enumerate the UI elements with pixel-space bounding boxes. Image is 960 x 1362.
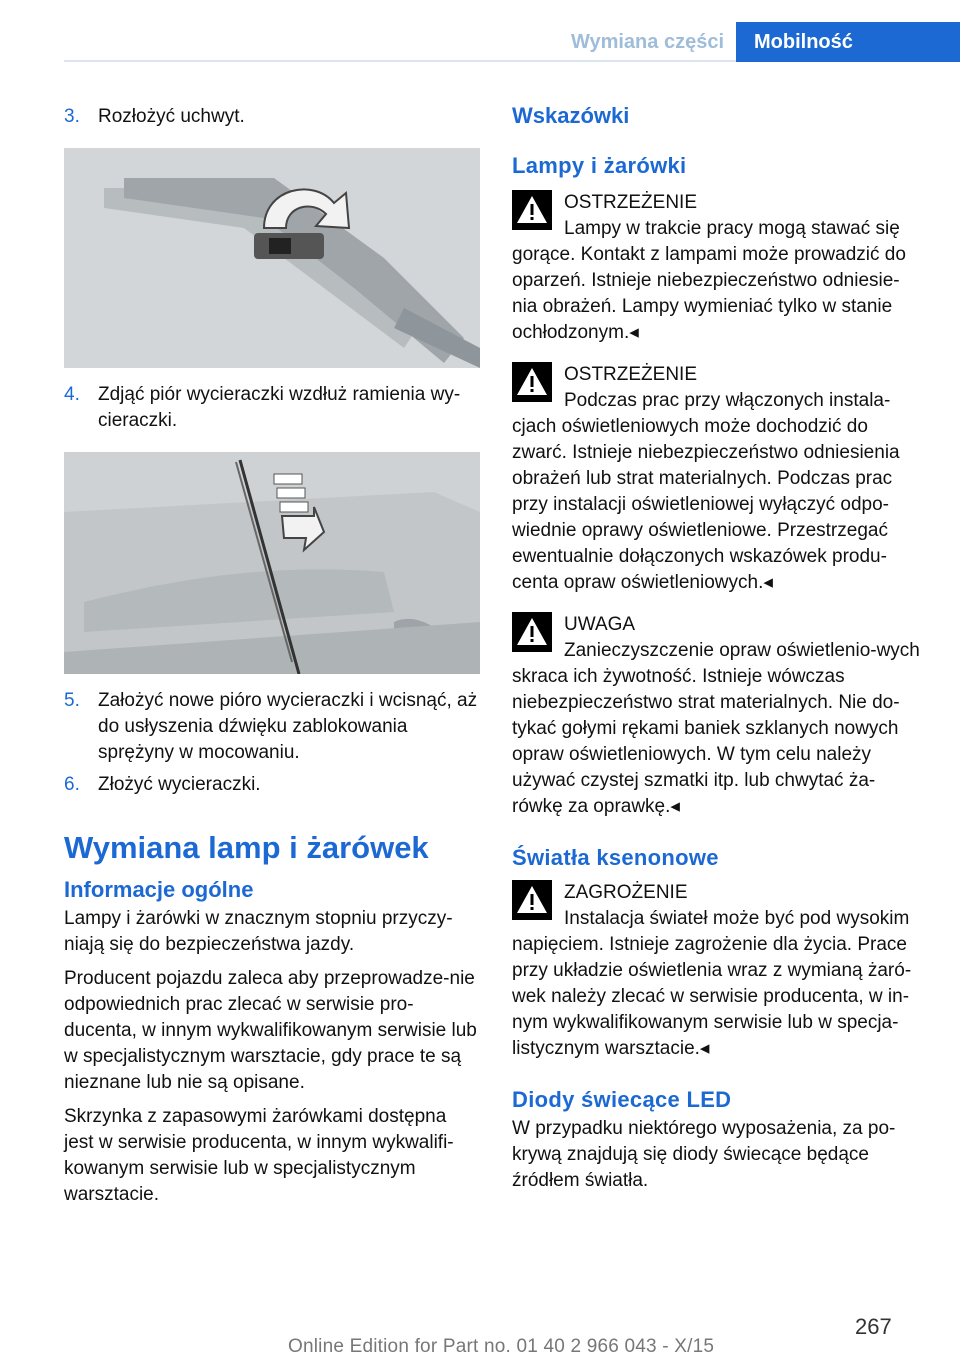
step-text: Złożyć wycieraczki. [98, 774, 261, 795]
step-text: Rozłożyć uchwyt. [98, 106, 245, 127]
step-4 [64, 382, 480, 434]
warning-block [512, 190, 924, 346]
subsection-heading: Światła ksenonowe [512, 845, 719, 870]
windshield-wiper-illustration [64, 452, 480, 674]
warning-text: Podczas prac przy włączonych instala-cjach oświetleniowych może dochodzić do zwarć. Istnieje niebezpieczeństwo odniesienia obrażeń lub strat materialnych. Podczas prac przy instalacji oświetleniowej wyłączyć odpo-wiednie oprawy oświetleniowe. Przestrzegać ewentualnie dołączonych wskazówek produ-centa opraw oświetleniowych.◂ [512, 390, 900, 593]
paragraph: W przypadku niektórego wyposażenia, za po-krywą znajdują się diody świecące będące źródłem światła. [512, 1118, 896, 1191]
paragraph: Lampy i żarówki w znacznym stopniu przyczy-niają się do bezpieczeństwa jazdy. [64, 908, 453, 955]
caution-label: UWAGA [564, 614, 636, 635]
danger-label: ZAGROŻENIE [564, 882, 688, 903]
subsection-heading: Informacje ogólne [64, 877, 254, 902]
right-column [512, 100, 924, 1194]
page-header [0, 0, 960, 62]
step-text: Założyć nowe pióro wycieraczki i wcisnąć, aż do usłyszenia dźwięku zablokowania sprężyny w mocowaniu. [98, 690, 478, 763]
danger-triangle-icon [512, 880, 552, 920]
header-section-title: Wymiana części [570, 31, 724, 53]
step-number: 6. [64, 774, 80, 795]
wiper-removal-photo [64, 452, 480, 674]
caution-text: Zanieczyszczenie opraw oświetlenio-wych skraca ich żywotność. Istnieje wówczas niebezpieczeństwo strat materialnych. Nie do-tykać gołymi rękami baniek szklanych nowych opraw oświetleniowych. W tym celu należy używać czystej szmatki itp. lub chwytać ża-rówkę za oprawkę.◂ [512, 640, 920, 817]
notes-heading: Wskazówki [512, 103, 630, 128]
subsection-heading: Diody świecące LED [512, 1087, 732, 1112]
caution-triangle-icon [512, 612, 552, 652]
paragraph: Producent pojazdu zaleca aby przeprowadze-nie odpowiednich prac zlecać w serwisie pro-ducenta, w innym wykwalifikowanym serwisie lub w specjalistycznym warsztacie, gdy prace te są nieznane lub nie są opisane. [64, 968, 477, 1093]
warning-text: Lampy w trakcie pracy mogą stawać się gorące. Kontakt z lampami może prowadzić do oparzeń. Istnieje niebezpieczeństwo odniesie-nia obrażeń. Lampy wymieniać tylko w stanie ochłodzonym.◂ [512, 218, 906, 343]
step-number: 3. [64, 106, 80, 127]
header-chapter-tab: Mobilność [736, 22, 960, 62]
warning-label: OSTRZEŻENIE [564, 192, 698, 213]
wiper-handle-photo [64, 148, 480, 368]
section-heading: Wymiana lamp i żarówek [64, 830, 429, 865]
caution-block [512, 612, 924, 820]
left-column [64, 100, 480, 1208]
step-text: Zdjąć piór wycieraczki wzdłuż ramienia wy-cieraczki. [98, 384, 461, 431]
warning-label: OSTRZEŻENIE [564, 364, 698, 385]
danger-text: Instalacja świateł może być pod wysokim napięciem. Istnieje zagrożenie dla życia. Prace przy układzie oświetlenia wraz z wymianą żaró-wek należy zlecać w serwisie producenta, w in-nym wykwalifikowanym serwisie lub w specja-listycznym warsztacie.◂ [512, 908, 912, 1059]
step-number: 4. [64, 384, 80, 405]
wiper-handle-illustration [64, 148, 480, 368]
step-number: 5. [64, 690, 80, 711]
warning-triangle-icon [512, 190, 552, 230]
step-3 [64, 104, 480, 130]
step-6 [64, 772, 480, 798]
page-number: 267 [855, 1314, 892, 1339]
paragraph: Skrzynka z zapasowymi żarówkami dostępna jest w serwisie producenta, w innym wykwalifi-kowanym serwisie lub w specjalistycznym warsztacie. [64, 1106, 454, 1205]
edition-footer: Online Edition for Part no. 01 40 2 966 043 - X/15 [288, 1336, 715, 1357]
warning-block [512, 362, 924, 596]
danger-block [512, 880, 924, 1062]
step-5 [64, 688, 480, 766]
warning-triangle-icon [512, 362, 552, 402]
subsection-heading: Lampy i żarówki [512, 153, 687, 178]
